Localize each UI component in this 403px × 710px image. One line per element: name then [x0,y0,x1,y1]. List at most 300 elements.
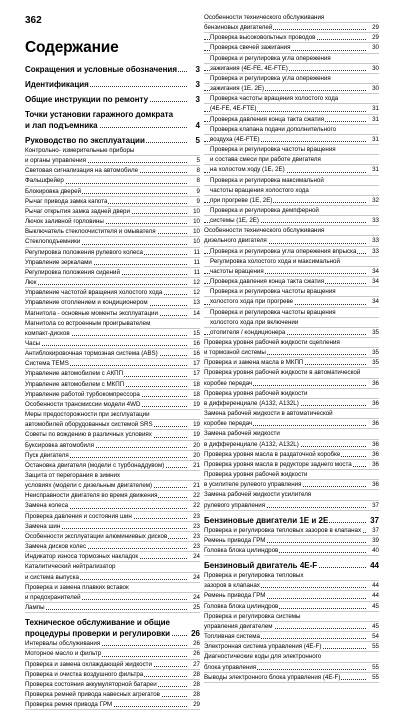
toc-entry-title: Особенности трансмиссии модели 4WD [25,400,141,408]
toc-entry-title: Контрольно- измерительные приборы [25,147,135,154]
toc-entry-title: и тормозной системы [204,349,266,357]
toc-entry-page: 18 [193,390,200,398]
toc-entry-title: и система выпуска [25,573,79,581]
toc-entry [25,166,200,176]
toc-entry [204,176,379,186]
toc-entry [204,277,379,287]
toc-section-heading [25,64,200,75]
toc-entry-title: Управление отоплением и кондиционером [25,299,148,307]
toc-entry [25,319,200,329]
toc-entry-title: Выводы электронного блока управления (4E-F) [204,673,341,681]
toc-entry-page: 3 [195,80,200,89]
toc-entry-page: 31 [372,135,379,143]
toc-entry-title: автомобилей оборудованных системой SRS [25,421,153,429]
toc-entry [204,622,379,632]
toc-entry-title: и предохранителей [25,593,81,601]
toc-entry-page: 8 [196,177,200,185]
toc-entry-page: 9 [196,197,200,205]
toc-entry [25,309,200,319]
toc-entry [204,642,379,652]
toc-entry [204,612,379,622]
toc-entry [204,546,379,556]
toc-entry [204,470,379,480]
toc-entry-title: Фальшфейер [25,177,64,185]
toc-entry-page: 30 [372,64,379,72]
toc-entry-title: частоты вращения холостого хода [210,186,309,194]
toc-section-heading [25,94,200,105]
toc-entry-title: Проверка и регулировка тепловых [204,572,304,580]
toc-entry-title: частоты вращения [210,267,264,275]
toc-entry [204,33,379,43]
toc-entry-title: Топливная система [204,633,260,641]
toc-entry [204,236,379,246]
toc-entry-title: Проверка давления конца такта сжатия [210,278,325,286]
toc-entry [204,145,379,155]
toc-entry-title: Лючок заливной горловины [25,218,104,226]
toc-entry [25,583,200,593]
toc-entry-title: Проверка и регулировка частоты вращения [210,146,336,154]
toc-entry-page: 10 [193,238,200,246]
toc-entry-page: 29 [372,34,379,42]
toc-entry-page: 45 [372,602,379,610]
toc-entry [25,542,200,552]
toc-entry-page: 31 [372,115,379,123]
toc-entry-page: 24 [193,593,200,601]
toc-entry-title: Блокировка дверей [25,187,82,195]
toc-entry [204,480,379,490]
toc-entry-title: Проверка и замена плавких вставок [25,583,129,591]
toc-entry [204,389,379,399]
toc-entry [25,248,200,258]
toc-entry-page: 19 [193,431,200,439]
toc-entry-page: 11 [193,258,200,266]
toc-entry [25,471,200,481]
toc-entry [204,64,379,74]
toc-entry-title: Сокращения и условные обозначения [25,65,177,74]
toc-entry-title: в дифференциале (A132, A132L) [204,399,299,407]
toc-entry-title: и лап подъемника [25,121,98,130]
toc-entry-page: 36 [372,460,379,468]
toc-entry-page: 34 [372,267,379,275]
toc-entry-title: Проверка давления и состояния шин [25,512,132,520]
toc-entry-page: 36 [372,440,379,448]
toc-entry [204,460,379,470]
toc-entry-title: Люк [25,279,37,287]
toc-entry-title: (4E-FE, 4E-FTE) [210,105,257,113]
toc-entry-title: коробке передач [204,420,253,428]
toc-entry-page: 9 [196,187,200,195]
toc-entry [25,430,200,440]
toc-entry-title: процедуры проверки и регулировки [25,629,171,639]
toc-entry [204,125,379,135]
toc-entry [25,390,200,400]
toc-entry [25,197,200,207]
toc-entry-page: 28 [193,670,200,678]
toc-entry-title: Пуск двигателя [25,451,69,459]
toc-entry-page: 54 [372,633,379,641]
toc-entry-title: Лампы [25,604,45,612]
toc-entry-page: 30 [372,85,379,93]
toc-entry [25,593,200,603]
toc-entry [25,217,200,227]
toc-entry [204,267,379,277]
toc-entry [204,247,379,257]
toc-entry-page: 36 [372,399,379,407]
toc-entry-title: условиях (модели с дизельным двигателем) [25,482,153,490]
toc-entry-page: 30 [372,44,379,52]
toc-entry-title: Проверка и регулировка частоты вращения [210,288,336,296]
toc-entry-title: холостого хода при прогреве [210,298,294,306]
toc-entry [25,156,200,166]
toc-entry-page: 35 [372,359,379,367]
toc-entry [204,135,379,145]
toc-entry-title: Замена дисков колес [25,543,87,551]
toc-entry-title: Неисправности двигателя во время движения [25,492,158,500]
toc-entry-title: Моторное масло и фильтр [25,650,102,658]
toc-entry-title: зазоров в клапанах [204,582,260,590]
toc-entry-page: 39 [372,536,379,544]
toc-entry-title: Антиблокировочная тормозная система (ABS) [25,350,158,358]
toc-entry-page: 26 [191,629,200,639]
toc-entry-title: Особенности технического обслуживания [204,14,325,21]
toc-entry [204,419,379,429]
toc-entry [25,639,200,649]
toc-entry [25,298,200,308]
toc-entry-page: 13 [193,299,200,307]
toc-entry [204,165,379,175]
toc-entry-title: дизельного двигателя [204,237,267,245]
toc-entry-title: Регулировка положения сидений [25,268,120,276]
toc-entry-title: Индикатор износа тормозных накладок [25,553,139,561]
toc-entry [25,522,200,532]
toc-entry-title: системы (1E, 2E) [210,217,259,225]
toc-entry-page: 19 [193,400,200,408]
toc-entry-title: Общие инструкции по ремонту [25,95,149,104]
toc-entry [25,670,200,680]
toc-entry-title: и состава смеси при работе двигателя [210,156,321,164]
toc-entry-page: 33 [372,217,379,225]
toc-entry [204,84,379,94]
toc-entry-title: Головка блока цилиндров [204,546,279,554]
toc-entry [204,536,379,546]
toc-entry [204,54,379,64]
toc-entry [25,481,200,491]
toc-entry [25,207,200,217]
toc-entry-title: Проверка и очистка воздушного фильтра [25,670,144,678]
toc-entry [25,237,200,247]
toc-entry-page: 28 [193,680,200,688]
toc-entry-page: 36 [372,420,379,428]
toc-entry-page: 36 [372,450,379,458]
toc-entry [204,581,379,591]
toc-entry-page: 12 [193,279,200,287]
toc-entry [204,632,379,642]
toc-entry-title: Проверка высоковольтных проводов [210,34,316,42]
toc-entry-title: рулевого управления [204,501,266,509]
toc-entry-title: Замена шин [25,522,61,530]
toc-entry-page: 8 [196,167,200,175]
toc-entry [25,359,200,369]
toc-entry [25,339,200,349]
toc-entry-title: Управление автомобилем с АКПП [25,370,124,378]
toc-entry [204,196,379,206]
toc-entry [204,440,379,450]
toc-entry [204,348,379,358]
toc-entry-title: Проверка частоты вращения холостого хода [210,95,339,103]
toc-entry-title: Замена рабочей жидкости в автоматической [204,410,333,418]
toc-entry-page: 28 [193,690,200,698]
toc-entry-page: 26 [193,640,200,648]
toc-entry-title: Техническое обслуживание и общие [25,618,170,628]
toc-entry [25,329,200,339]
toc-entry-title: Проверка давления конца такта сжатия [210,115,325,123]
toc-entry-page: 20 [193,441,200,449]
toc-entry-title: Управление автомобилем с МКПП [25,380,125,388]
toc-entry-title: Регулировка положения рулевого колеса [25,248,143,256]
page-number: 362 [25,15,42,26]
toc-entry [25,552,200,562]
toc-entry-page: 36 [372,379,379,387]
toc-entry-title: Проверка и регулировка системы [204,612,301,620]
toc-entry [204,652,379,662]
toc-entry [204,338,379,348]
toc-entry [204,429,379,439]
toc-entry [25,512,200,522]
toc-entry-page: 16 [193,350,200,358]
toc-section-heading [25,628,200,639]
toc-entry-title: Часы [25,339,41,347]
toc-entry [204,206,379,216]
toc-entry-title: отопителя / кондиционера [210,328,286,336]
toc-entry [204,450,379,460]
toc-entry-title: Защита от перегорания в зимних [25,472,121,479]
toc-entry-title: Замена рабочей жидкости [204,430,280,438]
toc-entry-page: 5 [196,157,200,165]
toc-entry-title: Проверка и замена масла в МКПП [204,359,304,367]
toc-entry [25,461,200,471]
toc-entry-page: 45 [372,622,379,630]
toc-entry-page: 17 [193,370,200,378]
toc-entry-page: 23 [193,522,200,530]
toc-entry-title: управления двигателем [204,622,273,630]
toc-entry-page: 18 [193,380,200,388]
toc-entry-title: Проверка и замена охлаждающей жидкости [25,660,152,668]
toc-entry-title: бензиновых двигателей [204,24,273,32]
toc-entry [204,23,379,33]
toc-entry [25,441,200,451]
toc-entry-page: 11 [193,268,200,276]
toc-entry-page: 12 [193,289,200,297]
toc-entry [204,399,379,409]
toc-entry-title: и органы управления [25,157,86,165]
toc-entry [25,649,200,659]
toc-entry [204,297,379,307]
toc-entry-page: 3 [195,65,200,74]
toc-entry-title: Управление зеркалами [25,258,92,266]
toc-entry-page: 19 [193,421,200,429]
toc-right-column [204,13,379,683]
toc-entry [204,663,379,673]
toc-entry [25,573,200,583]
toc-entry-page: 44 [372,582,379,590]
toc-entry-title: Проверка и регулировка тепловых зазоров в клапанах [204,526,362,534]
toc-entry-page: 3 [195,95,200,104]
toc-entry-title: Точки установки гаражного домкрата [25,110,174,119]
toc-entry-page: 36 [372,481,379,489]
toc-entry [25,268,200,278]
toc-entry-page: 23 [193,543,200,551]
toc-entry-page: 37 [370,515,379,525]
toc-entry-title: Руководство по эксплуатации [25,136,145,145]
toc-entry-title: воздуха (4E-FTE) [210,135,260,143]
toc-entry-title: Проверка уровня масла в редукторе заднего моста [204,460,352,468]
toc-entry-page: 40 [372,546,379,554]
toc-entry-page: 26 [193,650,200,658]
toc-entry-page: 10 [193,207,200,215]
toc-entry-page: 17 [193,360,200,368]
toc-entry-title: Замена колеса [25,502,69,510]
toc-entry-title: Проверка клапана подачи дополнительного [210,125,337,133]
toc-entry-title: Управление работой турбокомпрессора [25,390,140,398]
toc-entry-title: Проверка уровня масла в раздаточной коробке [204,450,341,458]
toc-entry-page: 25 [193,604,200,612]
toc-entry-title: Проверка уровня рабочей жидкости сцепления [204,339,340,346]
toc-entry-page: 14 [193,309,200,317]
toc-entry [204,490,379,500]
toc-entry-page: 44 [370,561,379,571]
toc-entry-page: 27 [193,660,200,668]
toc-entry-title: в дифференциале (A132, A132L) [204,440,299,448]
toc-entry-page: 35 [372,328,379,336]
toc-entry-page: 37 [372,501,379,509]
toc-entry-title: Проверка состояния аккумуляторной батареи [25,680,157,688]
toc-entry-page: 33 [372,247,379,255]
toc-entry-title: Выключатель стеклоочистителя и омывателя [25,228,156,236]
toc-entry-page: 33 [372,237,379,245]
toc-entry [25,700,200,710]
toc-entry [25,491,200,501]
toc-entry-title: холостого хода при включении [210,318,299,326]
toc-section-heading [25,79,200,90]
toc-entry-title: коробке передач [204,379,253,387]
toc-entry-title: в усилителе рулевого управления [204,481,302,489]
toc-entry [204,328,379,338]
toc-entry-title: Рычаг открытия замка задней двери [25,207,130,215]
toc-entry-page: 55 [372,673,379,681]
toc-entry-title: Проверка и регулировка угла опережения впрыска [210,247,357,255]
toc-entry-title: Каталитический нейтрализатор [25,563,116,571]
toc-entry-page: 4 [195,121,200,130]
toc-entry [25,369,200,379]
toc-section-heading [25,135,200,146]
toc-entry-page: 21 [193,461,200,469]
toc-entry-title: зажигания (4E-FE, 4E-FTE) [210,64,288,72]
toc-entry [204,368,379,378]
toc-entry-title: Магнитола - основные моменты эксплуатации [25,309,158,317]
toc-entry [25,380,200,390]
toc-entry [204,379,379,389]
toc-entry-title: Стеклоподъемники [25,238,81,246]
toc-entry [204,409,379,419]
toc-entry [25,562,200,572]
toc-entry-page: 55 [372,643,379,651]
toc-entry [204,318,379,328]
toc-entry-title: Ремень привода ГРМ [204,536,266,544]
toc-entry-page: 37 [372,526,379,534]
toc-entry [25,410,200,420]
toc-entry [204,358,379,368]
toc-entry-page: 31 [372,105,379,113]
toc-section-heading [25,109,200,120]
toc-entry-page: 24 [193,573,200,581]
toc-entry-title: Проверка и регулировка частоты вращения [210,308,336,316]
toc-entry-page: 5 [195,136,200,145]
toc-left-column [25,60,200,710]
toc-entry-title: Головка блока цилиндров [204,602,279,610]
toc-entry-page: 44 [372,592,379,600]
toc-entry-page: 29 [372,24,379,32]
toc-entry-title: Проверка уровня рабочей жидкости [204,471,308,479]
toc-entry [25,288,200,298]
toc-entry [25,501,200,511]
toc-entry-page: 31 [372,166,379,174]
toc-entry [25,258,200,268]
toc-entry-title: Проверка и регулировка угла опережения [210,74,331,82]
toc-entry [25,420,200,430]
toc-entry-title: Остановка двигателя (модели с турбонаддувом) [25,461,165,469]
toc-entry [25,660,200,670]
toc-entry-title: Буксировка автомобиля [25,441,94,449]
toc-entry [204,308,379,318]
toc-entry-title: Регулировка холостого хода и максимальной [210,257,340,265]
toc-entry [25,278,200,288]
toc-entry-title: Бензиновый двигатель 4E-F [204,561,318,571]
toc-section-heading [25,120,200,131]
toc-entry [25,680,200,690]
toc-entry-title: Диагностические коды для электронного [204,653,322,661]
toc-entry [204,104,379,114]
toc-entry-page: 55 [372,663,379,671]
toc-entry-title: Проверка ремня привода ГРМ [25,701,113,709]
toc-entry-page: 20 [193,451,200,459]
toc-entry-title: Проверка и регулировка максимальной [210,176,324,184]
toc-entry [204,257,379,267]
toc-entry [25,146,200,156]
toc-entry-title: Световая сигнализация на автомобиле [25,167,139,175]
toc-entry-title: Особенности эксплуатации алюминиевых дисков [25,532,168,540]
toc-entry [204,287,379,297]
toc-entry [204,526,379,536]
toc-section-heading [204,515,379,526]
toc-entry [204,602,379,612]
toc-entry [204,115,379,125]
toc-entry-title: Особенности технического обслуживания [204,227,325,235]
toc-entry [25,532,200,542]
toc-entry-title: Бензиновые двигатели 1E и 2E [204,515,329,525]
toc-entry-title: Проверка ремней привода навесных агрегатов [25,690,160,698]
page-title: Содержание [25,39,119,56]
toc-entry-title: Советы по вождению в различных условиях [25,431,152,439]
toc-entry [204,501,379,511]
toc-section-heading [25,617,200,628]
toc-section-heading [204,560,379,571]
toc-entry [204,186,379,196]
toc-entry [204,571,379,581]
toc-entry [204,94,379,104]
toc-entry [25,187,200,197]
toc-entry-title: Ремень привода ГРМ [204,592,266,600]
toc-entry-page: 23 [193,532,200,540]
